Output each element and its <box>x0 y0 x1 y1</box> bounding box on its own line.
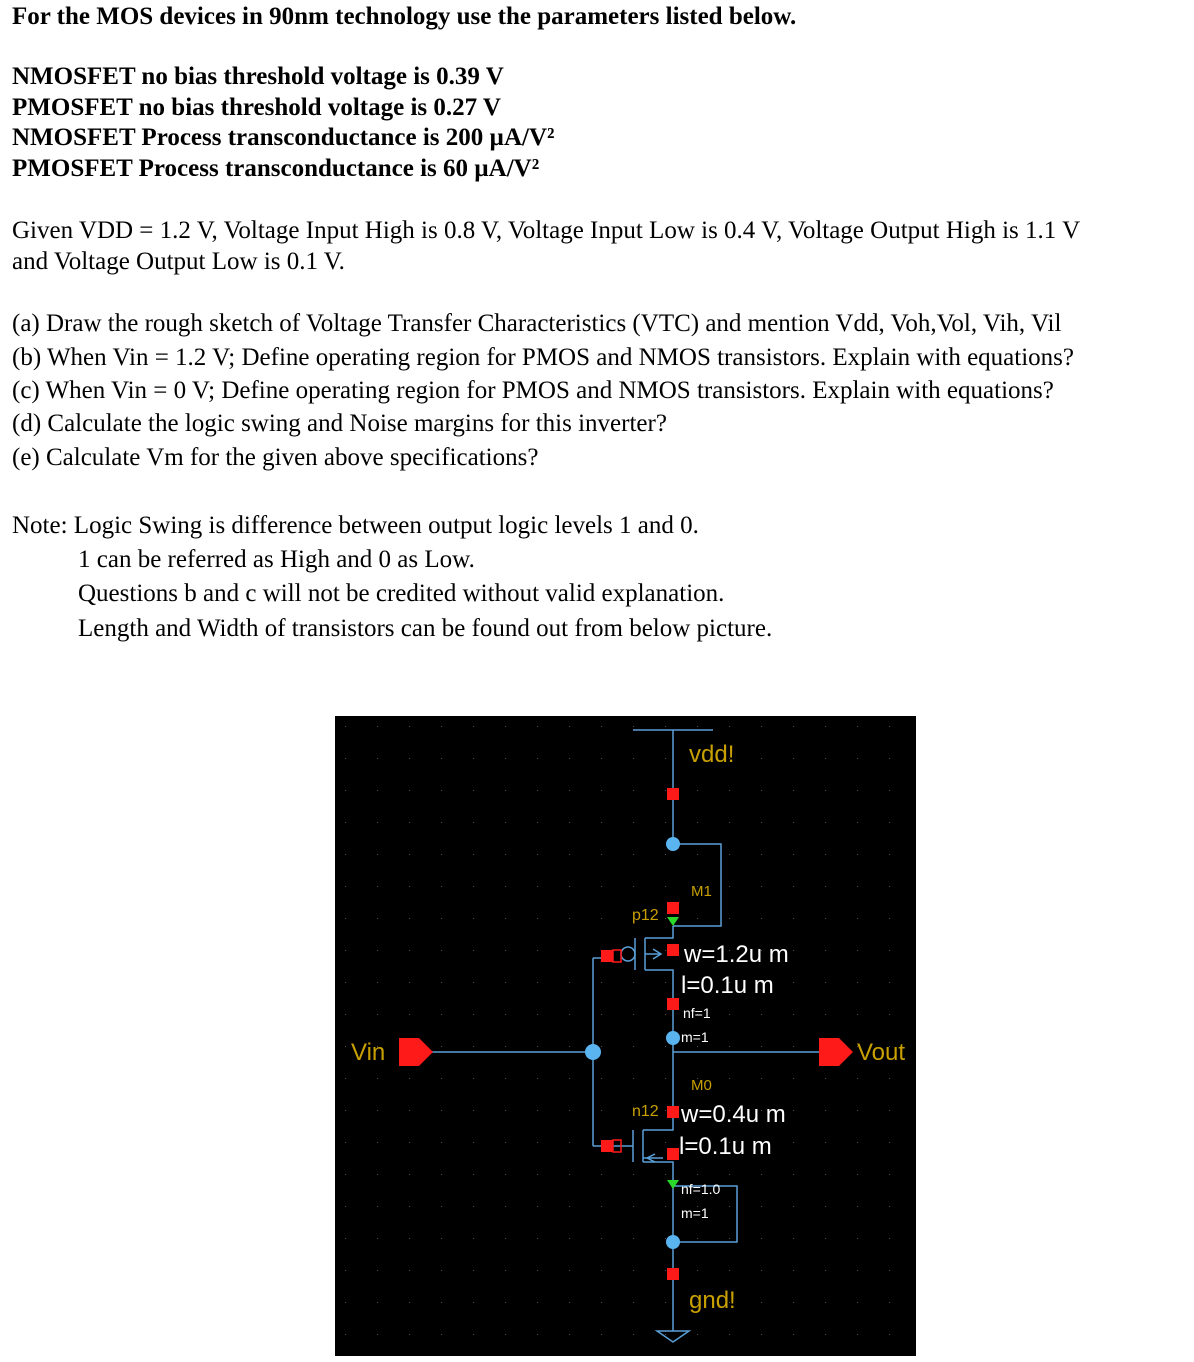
note-line-4: Length and Width of transistors can be found out from below picture. <box>78 615 773 642</box>
nmos-name: M0 <box>691 1077 712 1094</box>
gnd-label: gnd! <box>689 1287 736 1314</box>
pmos-marker <box>667 917 679 926</box>
pmos-length: l=0.1u m <box>681 972 774 999</box>
pmos-width: w=1.2u m <box>684 941 789 968</box>
pmos-nf: nf=1 <box>683 1005 711 1021</box>
vdd-label: vdd! <box>689 741 735 768</box>
given-line-1: Given VDD = 1.2 V, Voltage Input High is 0.8 V, Voltage Input Low is 0.4 V, Voltage Output High is 1.1 V <box>12 217 1081 244</box>
pmos-m: m=1 <box>681 1029 709 1045</box>
vin-label: Vin <box>351 1039 386 1066</box>
vin-port <box>399 1038 433 1066</box>
param-nmos-kp: NMOSFET Process transconductance is 200 µA/V² <box>12 124 555 151</box>
note-line-2: 1 can be referred as High and 0 as Low. <box>78 546 475 573</box>
schematic-grid <box>345 726 890 1335</box>
inverter-schematic <box>335 716 916 1356</box>
param-pmos-vt: PMOSFET no bias threshold voltage is 0.27 V <box>12 94 501 121</box>
question-b: (b) When Vin = 1.2 V; Define operating region for PMOS and NMOS transistors. Explain with equations? <box>12 344 1074 371</box>
question-e: (e) Calculate Vm for the given above specifications? <box>12 444 539 471</box>
wires <box>431 730 821 1331</box>
param-pmos-kp: PMOSFET Process transconductance is 60 µA/V² <box>12 155 540 182</box>
question-c: (c) When Vin = 0 V; Define operating region for PMOS and NMOS transistors. Explain with equations? <box>12 377 1054 404</box>
question-a: (a) Draw the rough sketch of Voltage Transfer Characteristics (VTC) and mention Vdd, Voh,Vol, Vih, Vil <box>12 310 1062 337</box>
vout-port <box>819 1038 853 1066</box>
nmos-marker <box>667 1180 679 1189</box>
nmos-nf: nf=1.0 <box>681 1181 721 1197</box>
param-nmos-vt: NMOSFET no bias threshold voltage is 0.39 V <box>12 63 504 90</box>
vout-label: Vout <box>857 1039 906 1066</box>
note-line-3: Questions b and c will not be credited without valid explanation. <box>78 580 725 607</box>
question-d: (d) Calculate the logic swing and Noise margins for this inverter? <box>12 410 667 437</box>
given-line-2: and Voltage Output Low is 0.1 V. <box>12 248 345 275</box>
nmos-model: n12 <box>632 1103 659 1120</box>
nmos-length: l=0.1u m <box>679 1133 772 1160</box>
pmos-model: p12 <box>632 907 659 924</box>
note-line-1: Note: Logic Swing is difference between output logic levels 1 and 0. <box>12 512 699 539</box>
page-heading: For the MOS devices in 90nm technology use the parameters listed below. <box>12 3 797 30</box>
nmos-m: m=1 <box>681 1205 709 1221</box>
ground-symbol <box>657 1331 689 1342</box>
pmos-transistor <box>621 926 673 978</box>
terminal-dots <box>585 837 680 1249</box>
nmos-width: w=0.4u m <box>681 1101 786 1128</box>
pmos-name: M1 <box>691 883 712 900</box>
